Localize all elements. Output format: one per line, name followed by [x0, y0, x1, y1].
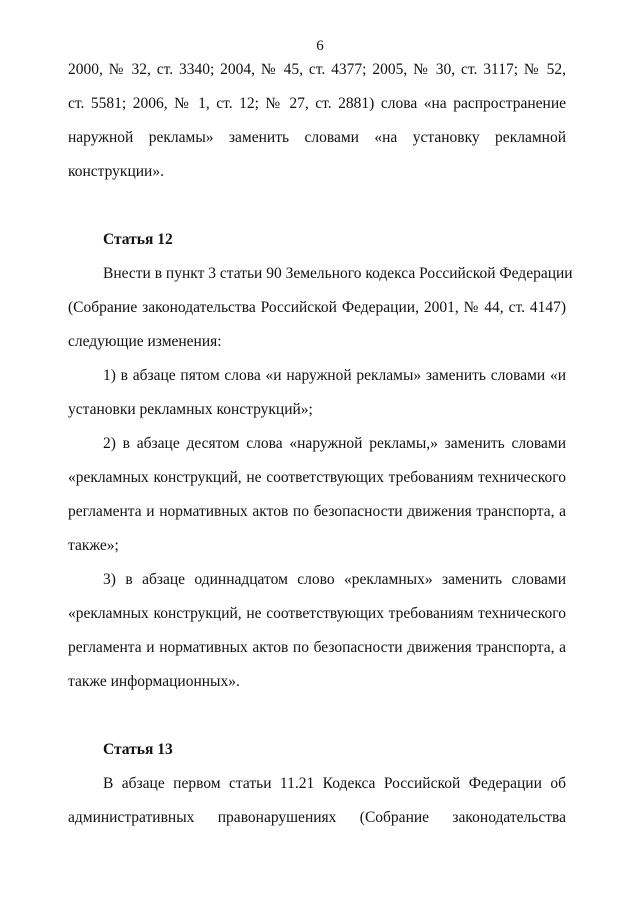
article-12-item-3-line-4: также информационных».: [68, 673, 240, 690]
article-12-item-2-line-2: «рекламных конструкций, не соответствующих требованиям технического: [68, 469, 566, 486]
article-12-intro-line-2: (Собрание законодательства Российской Федерации, 2001, № 44, ст. 4147): [68, 299, 566, 316]
article-12-heading: Статья 12: [103, 231, 173, 248]
article-12-item-2-line-3: регламента и нормативных актов по безопасности движения транспорта, а: [68, 503, 566, 520]
continuation-line-4: конструкции».: [68, 163, 164, 180]
article-12-item-1-line-2: установки рекламных конструкций»;: [68, 401, 313, 418]
continuation-line-1: 2000, № 32, ст. 3340; 2004, № 45, ст. 4377; 2005, № 30, ст. 3117; № 52,: [68, 61, 566, 78]
article-12-item-3-line-1: 3) в абзаце одиннадцатом слово «рекламных» заменить словами: [103, 571, 566, 588]
article-12-intro-line-1: Внести в пункт 3 статьи 90 Земельного кодекса Российской Федерации: [103, 265, 573, 282]
article-13-intro-line-2: административных правонарушениях (Собрание законодательства: [68, 809, 566, 826]
page-number: 6: [316, 38, 324, 54]
article-12-item-3-line-3: регламента и нормативных актов по безопасности движения транспорта, а: [68, 639, 566, 656]
article-12-item-2-line-4: также»;: [68, 537, 119, 554]
article-12-item-2-line-1: 2) в абзаце десятом слова «наружной рекламы,» заменить словами: [103, 435, 566, 452]
continuation-line-3: наружной рекламы» заменить словами «на установку рекламной: [68, 129, 566, 146]
article-13-intro-line-1: В абзаце первом статьи 11.21 Кодекса Российской Федерации об: [103, 775, 566, 792]
continuation-line-2: ст. 5581; 2006, № 1, ст. 12; № 27, ст. 2881) слова «на распространение: [68, 95, 566, 112]
article-12-item-3-line-2: «рекламных конструкций, не соответствующих требованиям технического: [68, 605, 566, 622]
article-12-item-1-line-1: 1) в абзаце пятом слова «и наружной рекламы» заменить словами «и: [103, 367, 566, 384]
article-12-intro-line-3: следующие изменения:: [68, 333, 222, 350]
article-13-heading: Статья 13: [103, 741, 173, 758]
